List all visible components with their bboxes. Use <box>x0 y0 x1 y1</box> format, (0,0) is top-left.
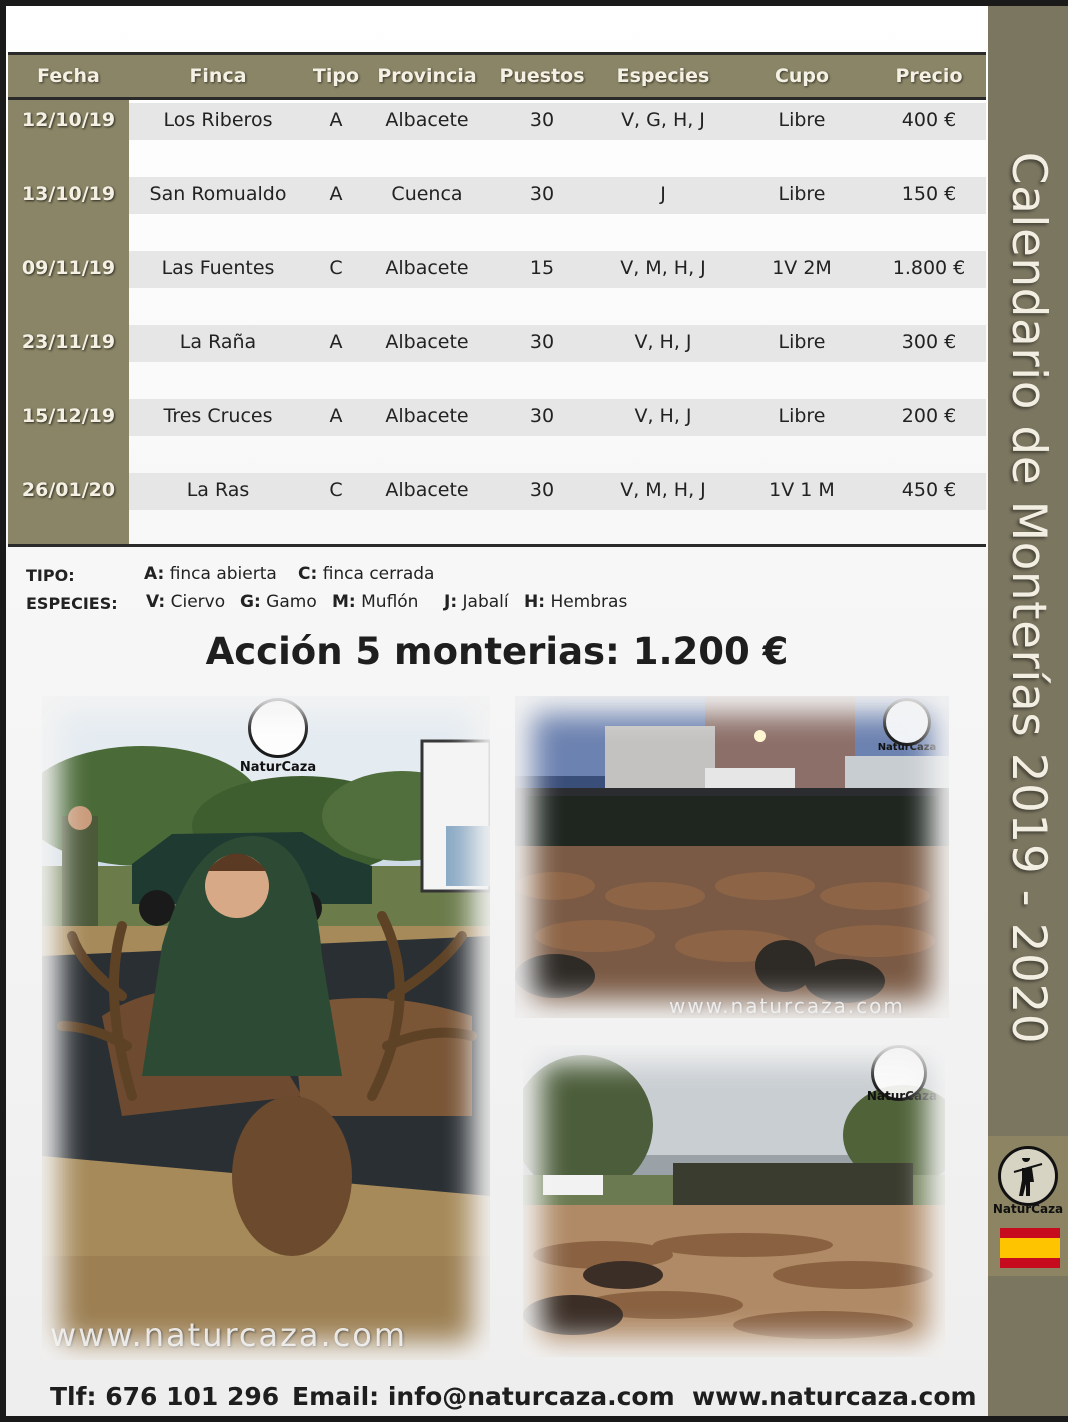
table-row <box>8 103 986 140</box>
cell-especies: V, H, J <box>634 331 692 353</box>
promo-offer: Acción 5 monterias: 1.200 € <box>205 630 789 673</box>
photo-left-logo: NaturCaza <box>238 698 318 778</box>
cell-tipo: A <box>329 331 343 353</box>
cell-cupo: Libre <box>778 183 826 205</box>
legend-tipo-c: C: finca cerrada <box>298 564 435 584</box>
cell-precio: 200 € <box>901 405 957 427</box>
legend-especie-j: J: Jabalí <box>444 592 509 612</box>
footer-web[interactable]: www.naturcaza.com <box>692 1382 977 1411</box>
header-especies: Especies <box>616 65 710 87</box>
cell-tipo: A <box>329 109 343 131</box>
cell-tipo: A <box>329 183 343 205</box>
legend-especie-h: H: Hembras <box>524 592 628 612</box>
photo-top-right-logo: NaturCaza <box>877 698 937 762</box>
cell-fecha: 09/11/19 <box>21 257 116 279</box>
cell-fecha: 13/10/19 <box>21 183 116 205</box>
cell-finca: Las Fuentes <box>161 257 275 279</box>
cell-finca: La Raña <box>179 331 257 353</box>
side-logo-text: NaturCaza <box>992 1202 1064 1216</box>
header-precio: Precio <box>895 65 963 87</box>
cell-precio: 1.800 € <box>892 257 966 279</box>
header-tipo: Tipo <box>312 65 360 87</box>
cell-precio: 150 € <box>901 183 957 205</box>
cell-provincia: Albacete <box>385 405 469 427</box>
cell-finca: La Ras <box>186 479 250 501</box>
header-fecha: Fecha <box>37 65 100 87</box>
legend-especie-g: G: Gamo <box>240 592 317 612</box>
cell-tipo: C <box>329 479 343 501</box>
header-puestos: Puestos <box>499 65 585 87</box>
legend-tipo-label: TIPO: <box>26 566 75 585</box>
cell-cupo: 1V 2M <box>772 257 832 279</box>
cell-tipo: A <box>329 405 343 427</box>
legend-especie-v: V: Ciervo <box>146 592 226 612</box>
footer-phone: Tlf: 676 101 296 <box>50 1382 280 1411</box>
cell-finca: Los Riberos <box>163 109 273 131</box>
photo-group-night <box>515 696 949 1018</box>
photo-group-day <box>523 1045 945 1357</box>
naturcaza-logo <box>992 1146 1064 1224</box>
table-body <box>8 100 986 544</box>
cell-fecha: 12/10/19 <box>21 109 116 131</box>
calendar-table <box>8 52 986 544</box>
cell-especies: V, M, H, J <box>620 257 706 279</box>
table-header <box>8 52 986 100</box>
cell-cupo: Libre <box>778 109 826 131</box>
cell-provincia: Albacete <box>385 479 469 501</box>
header-cupo: Cupo <box>774 65 830 87</box>
logo-ring-icon <box>248 698 308 758</box>
hunter-trophy-image <box>42 696 490 1360</box>
cell-puestos: 30 <box>529 405 555 427</box>
legend-especie-m: M: Muflón <box>332 592 419 612</box>
header-provincia: Provincia <box>377 65 477 87</box>
cell-fecha: 15/12/19 <box>21 405 116 427</box>
photo-bottom-right-logo: NaturCaza <box>863 1045 941 1111</box>
table-row <box>8 177 986 214</box>
cell-especies: J <box>660 183 666 205</box>
table-row <box>8 251 986 288</box>
cell-tipo: C <box>329 257 343 279</box>
table-row <box>8 473 986 510</box>
cell-fecha: 26/01/20 <box>21 479 116 501</box>
logo-ring-icon <box>883 698 931 746</box>
cell-finca: Tres Cruces <box>163 405 273 427</box>
cell-puestos: 30 <box>529 183 555 205</box>
cell-provincia: Albacete <box>385 257 469 279</box>
cell-cupo: Libre <box>778 405 826 427</box>
cell-cupo: 1V 1 M <box>769 479 835 501</box>
header-finca: Finca <box>189 65 247 87</box>
cell-puestos: 30 <box>529 331 555 353</box>
footer-email[interactable]: Email: info@naturcaza.com <box>292 1382 675 1411</box>
cell-provincia: Albacete <box>385 109 469 131</box>
cell-precio: 400 € <box>901 109 957 131</box>
cell-cupo: Libre <box>778 331 826 353</box>
spain-flag-icon <box>1000 1228 1060 1268</box>
cell-puestos: 30 <box>529 479 555 501</box>
cell-provincia: Cuenca <box>391 183 463 205</box>
cell-precio: 450 € <box>901 479 957 501</box>
cell-especies: V, H, J <box>634 405 692 427</box>
table-row <box>8 399 986 436</box>
hunter-icon <box>1012 1158 1044 1198</box>
cell-finca: San Romualdo <box>149 183 287 205</box>
cell-especies: V, M, H, J <box>620 479 706 501</box>
cell-especies: V, G, H, J <box>621 109 705 131</box>
table-bottom-rule <box>8 544 986 547</box>
cell-puestos: 30 <box>529 109 555 131</box>
photo-top-right-watermark: www.naturcaza.com <box>669 994 905 1018</box>
side-title: Calendario de Monterías 2019 - 2020 <box>1001 151 1056 1045</box>
cell-fecha: 23/11/19 <box>21 331 116 353</box>
photo-left-watermark: www.naturcaza.com <box>50 1316 408 1354</box>
cell-provincia: Albacete <box>385 331 469 353</box>
legend-tipo-a: A: finca abierta <box>144 564 277 584</box>
cell-puestos: 15 <box>529 257 555 279</box>
table-row <box>8 325 986 362</box>
photo-hunter-trophy <box>42 696 490 1360</box>
cell-precio: 300 € <box>901 331 957 353</box>
legend-especies-label: ESPECIES: <box>26 594 118 613</box>
